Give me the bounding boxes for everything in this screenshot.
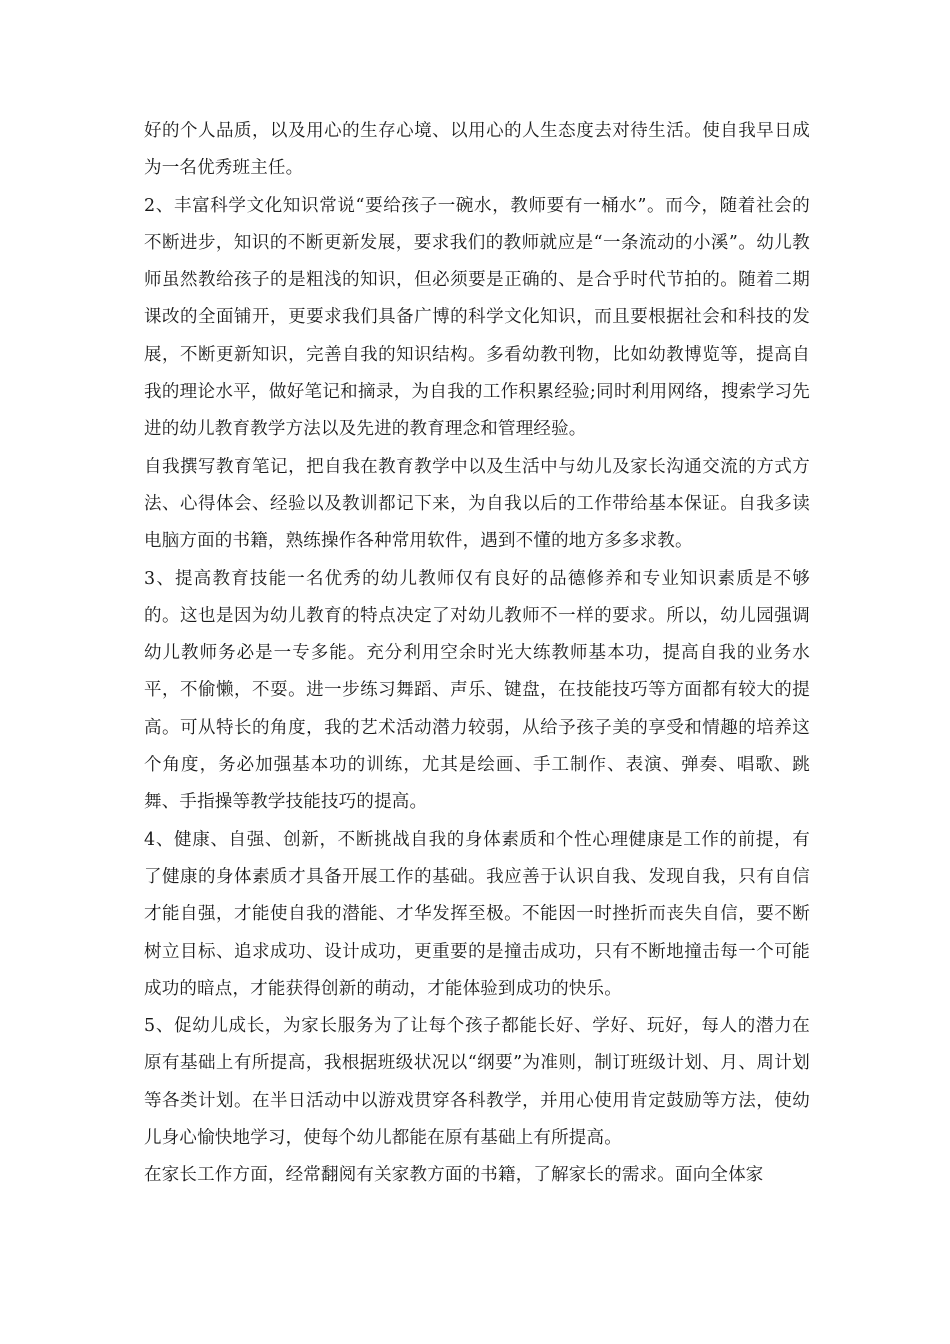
paragraph-science-knowledge: 2、丰富科学文化知识常说“要给孩子一碗水，教师要有一桶水”。而今，随着社会的不断进步，知识的不断更新发展，要求我们的教师就应是“一条流动的小溪”。幼儿教师虽然教给孩子的是粗浅的知识，但必须要是正确的、是合乎时代节拍的。随着二期课改的全面铺开，更要求我们具备广博的科学文化知识，而且要根据社会和科技的发展，不断更新知识，完善自我的知识结构。多看幼教刊物，比如幼教博览等，提高自我的理论水平，做好笔记和摘录，为自我的工作积累经验;同时利用网络，搜索学习先进的幼儿教育教学方法以及先进的教育理念和管理经验。 [144,195,810,440]
paragraph-teaching-skills: 3、提高教育技能一名优秀的幼儿教师仅有良好的品德修养和专业知识素质是不够的。这也是因为幼儿教育的特点决定了对幼儿教师不一样的要求。所以，幼儿园强调幼儿教师务必是一专多能。充分利用空余时光大练教师基本功，提高自我的业务水平，不偷懒，不耍。进一步练习舞蹈、声乐、键盘，在技能技巧等方面都有较大的提高。可从特长的角度，我的艺术活动潜力较弱，从给予孩子美的享受和情趣的培养这个角度，务必加强基本功的训练，尤其是绘画、手工制作、表演、弹奏、唱歌、跳舞、手指操等教学技能技巧的提高。 [144,568,810,813]
paragraph-character-attitude: 好的个人品质，以及用心的生存心境、以用心的人生态度去对待生活。使自我早日成为一名优秀班主任。 [144,121,810,179]
paragraph-parent-work: 在家长工作方面，经常翻阅有关家教方面的书籍，了解家长的需求。面向全体家 [144,1165,764,1186]
document-body [144,113,810,1195]
paragraph-education-notes: 自我撰写教育笔记，把自我在教育教学中以及生活中与幼儿及家长沟通交流的方式方法、心得体会、经验以及教训都记下来，为自我以后的工作带给基本保证。自我多读电脑方面的书籍，熟练操作各种常用软件，遇到不懂的地方多多求教。 [144,456,810,552]
paragraph-health-innovation: 4、健康、自强、创新，不断挑战自我的身体素质和个性心理健康是工作的前提，有了健康的身体素质才具备开展工作的基础。我应善于认识自我、发现自我，只有自信才能自强，才能使自我的潜能、才华发挥至极。不能因一时挫折而丧失自信，要不断树立目标、追求成功、设计成功，更重要的是撞击成功，只有不断地撞击每一个可能成功的暗点，才能获得创新的萌动，才能体验到成功的快乐。 [144,829,810,999]
paragraph-child-growth: 5、促幼儿成长，为家长服务为了让每个孩子都能长好、学好、玩好，每人的潜力在原有基础上有所提高，我根据班级状况以“纲要”为准则，制订班级计划、月、周计划等各类计划。在半日活动中以游戏贯穿各科教学，并用心使用肯定鼓励等方法，使幼儿身心愉快地学习，使每个幼儿都能在原有基础上有所提高。 [144,1016,810,1149]
